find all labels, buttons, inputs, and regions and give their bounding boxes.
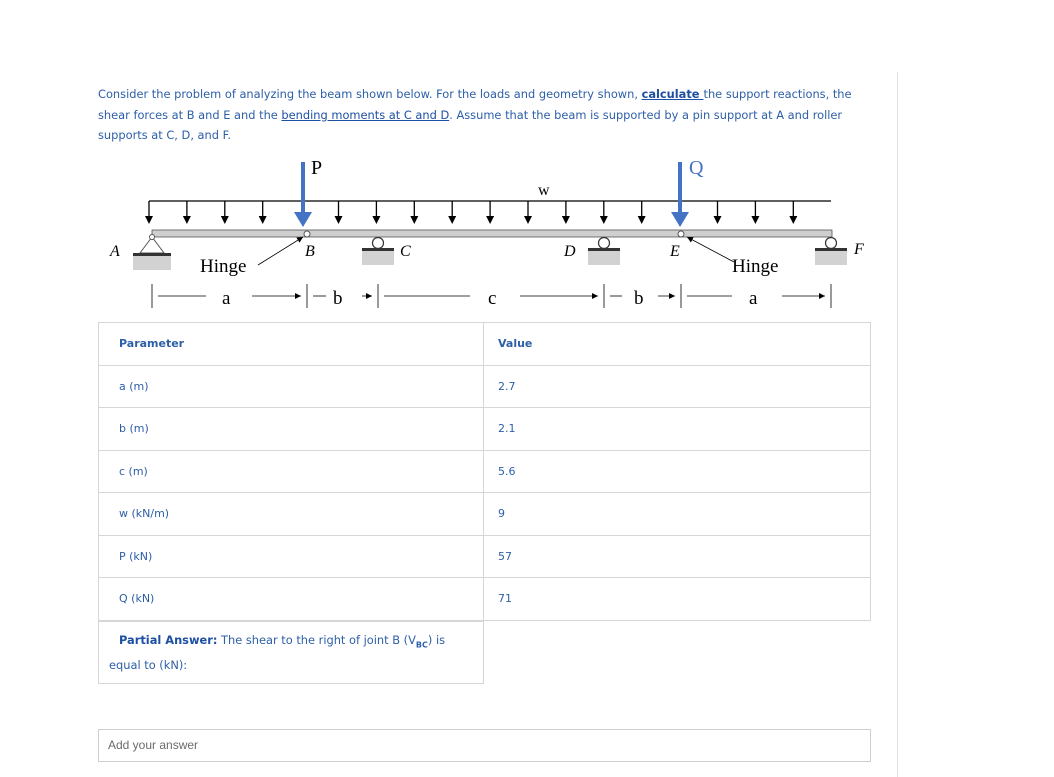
- distributed-load-arrows: [149, 201, 793, 220]
- table-row: [99, 450, 871, 493]
- param-cell: Q (kN): [99, 578, 484, 621]
- roller-support-d: [588, 238, 620, 266]
- label-d-point: D: [564, 243, 576, 260]
- label-f-point: F: [854, 241, 864, 258]
- param-cell: b (m): [99, 408, 484, 451]
- table-row: [99, 408, 871, 451]
- value-cell: 9: [484, 493, 871, 536]
- label-q: Q: [689, 157, 704, 179]
- header-parameter: Parameter: [99, 323, 484, 366]
- param-cell: w (kN/m): [99, 493, 484, 536]
- problem-text-end: . Assume that the beam is supported by a pin support at A and roller supports at C, D, and F.: [98, 107, 843, 142]
- parameter-table: [98, 322, 871, 621]
- point-load-p: [294, 162, 312, 227]
- dim-a-left: a: [222, 288, 231, 309]
- point-load-q: [671, 162, 689, 227]
- right-divider: [897, 72, 898, 777]
- dim-b-right: b: [634, 288, 644, 309]
- problem-text-middle: the support reactions, the shear forces at B and E and the: [98, 87, 852, 122]
- label-b-point: B: [305, 243, 315, 260]
- answer-input[interactable]: [108, 738, 861, 752]
- label-e-point: E: [670, 243, 680, 260]
- beam: [152, 230, 832, 237]
- roller-support-c: [362, 238, 394, 266]
- hinge-b: [304, 231, 310, 237]
- param-cell: c (m): [99, 450, 484, 493]
- table-row: [99, 578, 871, 621]
- hinge-e: [678, 231, 684, 237]
- dim-c: c: [488, 288, 497, 309]
- hinge-right-leader: [687, 237, 734, 262]
- label-p: P: [311, 157, 323, 179]
- label-w: w: [538, 182, 550, 199]
- dim-a-right: a: [749, 288, 758, 309]
- value-cell: 71: [484, 578, 871, 621]
- partial-answer-box: [98, 621, 484, 684]
- roller-support-f: [815, 238, 847, 266]
- table-row: [99, 535, 871, 578]
- pin-support-a: [133, 235, 171, 271]
- label-a-point: A: [110, 243, 120, 260]
- partial-answer-text: The shear to the right of joint B (V: [217, 633, 416, 647]
- partial-answer-subscript: BC: [415, 640, 428, 650]
- param-cell: a (m): [99, 365, 484, 408]
- hinge-left-leader: [258, 237, 303, 265]
- dim-b-left: b: [333, 288, 343, 309]
- table-row: [99, 365, 871, 408]
- value-cell: 2.7: [484, 365, 871, 408]
- value-cell: 57: [484, 535, 871, 578]
- header-value: Value: [484, 323, 871, 366]
- table-header-row: [99, 323, 871, 366]
- hinge-right-label: Hinge: [732, 256, 779, 277]
- beam-diagram: [100, 148, 880, 318]
- answer-field[interactable]: [98, 729, 871, 762]
- value-cell: 5.6: [484, 450, 871, 493]
- calculate-link[interactable]: calculate: [641, 87, 704, 101]
- problem-statement: [98, 84, 878, 146]
- label-c-point: C: [400, 243, 411, 260]
- partial-answer-text-end: ) is equal to (kN):: [109, 633, 446, 673]
- problem-text: Consider the problem of analyzing the beam shown below. For the loads and geometry shown,: [98, 87, 642, 101]
- value-cell: 2.1: [484, 408, 871, 451]
- param-cell: P (kN): [99, 535, 484, 578]
- hinge-left-label: Hinge: [200, 256, 247, 277]
- table-row: [99, 493, 871, 536]
- partial-answer-label: Partial Answer:: [119, 633, 218, 647]
- bending-moments-link[interactable]: bending moments at C and D: [281, 107, 450, 122]
